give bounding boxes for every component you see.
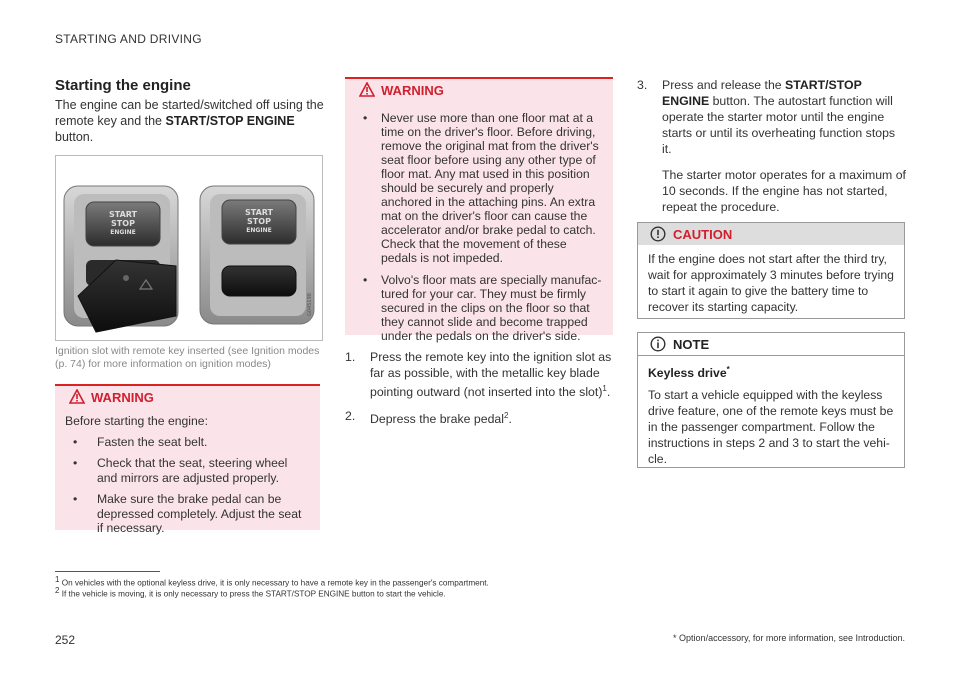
intro-bold: START/STOP ENGINE xyxy=(165,114,295,128)
warning-header xyxy=(55,384,320,408)
note-box xyxy=(637,332,905,468)
button-label-stop-2: STOP xyxy=(247,217,271,226)
intro-paragraph xyxy=(55,97,325,145)
button-label-start: START xyxy=(108,210,138,219)
section-header: STARTING AND DRIVING xyxy=(55,32,202,46)
warning-triangle-icon xyxy=(69,389,85,404)
footnote-text: If the vehicle is moving, it is only necessary to press the START/STOP ENGINE button to start the vehicle. xyxy=(61,589,446,599)
step-text-2: button. The autostart function will operate the starter motor until the engine starts or until its overheating function stops it. xyxy=(662,94,896,156)
step-3 xyxy=(637,77,907,215)
intro-text-2: button. xyxy=(55,130,94,144)
footnote-ref: 2 xyxy=(503,411,509,421)
warning-box-seatbelt xyxy=(55,384,320,535)
button-label-stop: STOP xyxy=(111,219,135,228)
list-item: • Never use more than one floor mat at a time on the driver's floor. Before driving, remove the original mat from the driver's seat floor before using any other type of floor mat. Any mat used in this position should be securely and properly anchored in the attaching pins. An extra mat on the driver's floor can cause the accelerator and/or brake pedal to catch. Check that the movement of these pedals is not impeded. xyxy=(355,111,603,265)
button-label-engine-2: ENGINE xyxy=(246,227,272,234)
step-end: . xyxy=(508,412,512,427)
note-header xyxy=(638,333,904,356)
caution-circle-icon xyxy=(650,226,666,242)
figure-code: G045198 xyxy=(307,293,313,316)
list-item: • Check that the seat, steering wheel and mirrors are adjusted properly. xyxy=(65,456,308,485)
remote-key-right xyxy=(222,266,296,296)
step-number: 2. xyxy=(345,409,356,424)
footnote-divider xyxy=(55,571,160,572)
option-mark: * xyxy=(726,365,730,374)
note-subheading-text: Keyless drive xyxy=(648,366,727,381)
step-2 xyxy=(345,408,615,427)
warning-box-floor-mats xyxy=(345,77,613,343)
warning-heading: WARNING xyxy=(381,83,444,98)
step-1 xyxy=(345,349,615,400)
button-label-engine: ENGINE xyxy=(110,229,136,236)
info-icon xyxy=(650,336,666,352)
option-footnote: * Option/accessory, for more information, see Introduction. xyxy=(673,633,905,643)
warning-header xyxy=(345,77,613,101)
page-title: Starting the engine xyxy=(55,77,191,94)
step-end: . xyxy=(606,385,611,400)
caution-text: If the engine does not start after the third try, wait for approximately 3 minutes before trying to start it again to give the battery time to recover its starting capacity. xyxy=(648,252,894,314)
note-text: To start a vehicle equipped with the keyless drive feature, one of the remote keys must be in the passenger compartment. Follow the instructions in steps 2 and 3 to start the vehi-cle. xyxy=(648,388,894,467)
note-subheading xyxy=(648,362,894,381)
intro-text-1: The engine can be started/switched off using the remote key and the xyxy=(55,98,324,128)
warning-heading: WARNING xyxy=(91,390,154,405)
button-label-start-2: START xyxy=(244,208,274,217)
footnote-text: On vehicles with the optional keyless drive, it is only necessary to have a remote key in the passenger's compartment. xyxy=(61,578,489,588)
list-item: • Make sure the brake pedal can be depressed completely. Adjust the seat if necessary. xyxy=(65,492,308,536)
step-3-extra: The starter motor operates for a maximum of 10 seconds. If the engine has not started, repeat the procedure. xyxy=(662,168,906,214)
warning-triangle-icon xyxy=(359,82,375,97)
list-item: • Fasten the seat belt. xyxy=(65,435,308,450)
list-item: • Volvo's floor mats are specially manufac-tured for your car. They must be firmly secured in the clips on the floor so that they cannot slide and become trapped under the pedals on the driver's side. xyxy=(355,273,603,343)
step-bold: START/STOP ENGINE xyxy=(662,78,862,108)
footnote-num: 2 xyxy=(55,586,60,595)
step-text: Press and release the xyxy=(662,78,786,92)
step-text: Press the remote key into the ignition slot as far as possible, with the metallic key blade pointing outward (not inserted into the slot) xyxy=(370,350,612,400)
steps-list xyxy=(345,349,615,431)
note-heading: NOTE xyxy=(673,337,710,352)
figure-caption: Ignition slot with remote key inserted (see Ignition modes (p. 74) for more information on ignition modes) xyxy=(55,345,320,370)
warning-lead: Before starting the engine: xyxy=(65,414,208,428)
footnote-ref: 1 xyxy=(602,384,607,393)
step-number: 3. xyxy=(637,78,648,92)
caution-header xyxy=(638,223,904,245)
caution-box xyxy=(637,222,905,319)
step-text: Depress the brake pedal xyxy=(370,412,504,427)
ignition-figure xyxy=(55,155,323,341)
ignition-illustration xyxy=(56,156,322,340)
step-number: 1. xyxy=(345,350,356,364)
page-number: 252 xyxy=(55,633,76,647)
footnote-num: 1 xyxy=(55,575,60,584)
caution-heading: CAUTION xyxy=(673,227,733,242)
footnote-2 xyxy=(55,586,446,599)
